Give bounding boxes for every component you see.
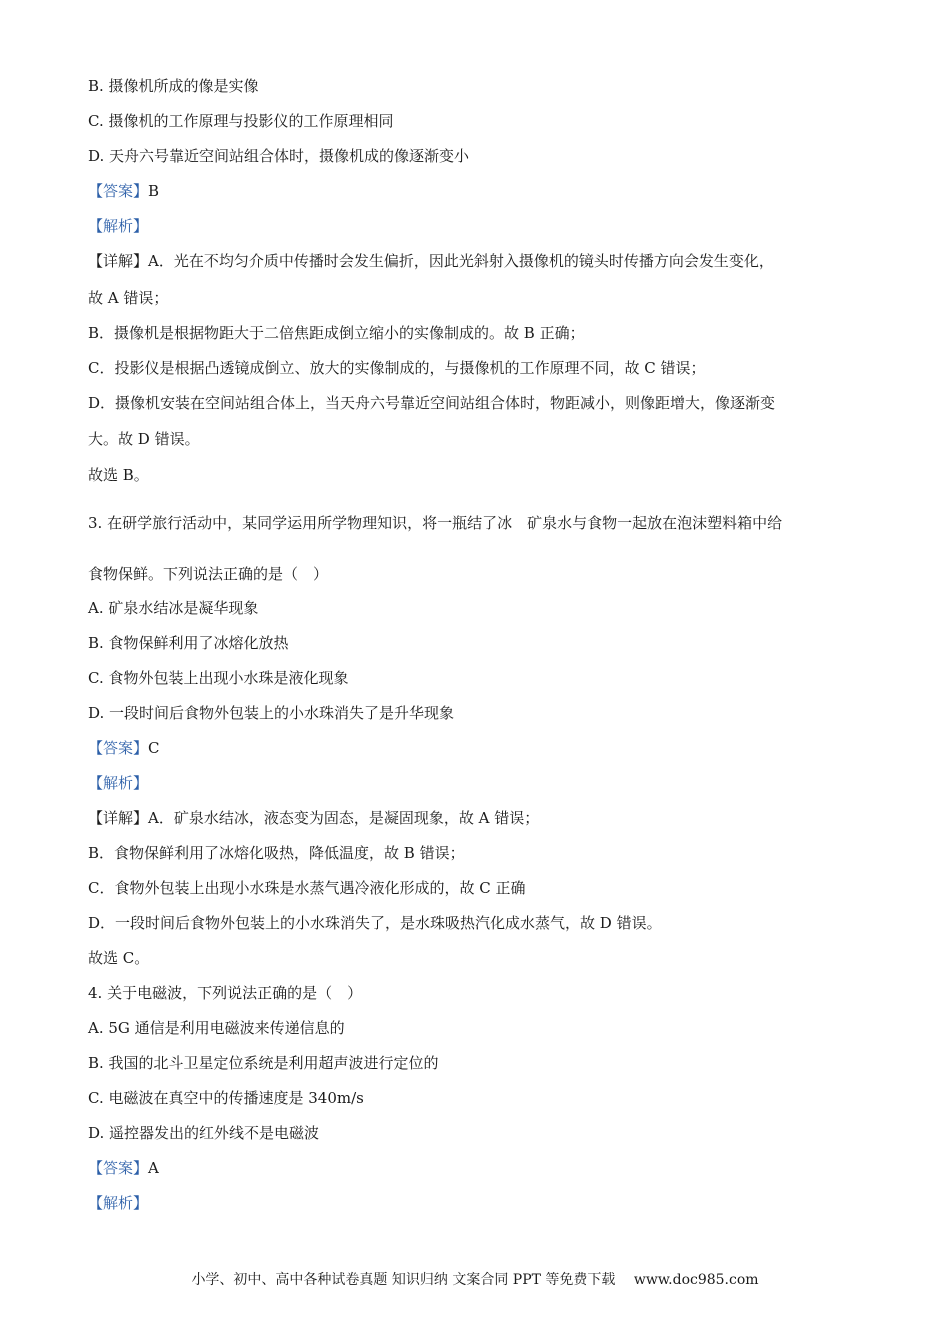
option-text: C. 食物外包装上出现小水珠是液化现象 [88, 669, 349, 687]
detail-text: 大。故 D 错误。 [88, 430, 200, 448]
question-4-stem [88, 983, 362, 1003]
detail-text: D．一段时间后食物外包装上的小水珠消失了，是水珠吸热汽化成水蒸气，故 D 错误。 [88, 914, 662, 932]
option-text: B. 食物保鲜利用了冰熔化放热 [88, 634, 289, 652]
detail-line-q3-c [88, 878, 526, 898]
detail-line-q3-d [88, 913, 662, 933]
detail-label: 【详解】 [88, 252, 149, 270]
option-text: A. 5G 通信是利用电磁波来传递信息的 [88, 1019, 345, 1037]
question-text: 4. 关于电磁波，下列说法正确的是（ ） [88, 984, 363, 1002]
analysis-label: 【解析】 [88, 217, 149, 235]
option-text: C. 摄像机的工作原理与投影仪的工作原理相同 [88, 112, 394, 130]
option-text: B. 摄像机所成的像是实像 [88, 77, 259, 95]
detail-line-q3-b [88, 843, 465, 863]
detail-line-q2-d-cont [88, 429, 200, 449]
option-c-q2 [88, 111, 393, 131]
option-text: C. 电磁波在真空中的传播速度是 340m/s [88, 1089, 364, 1107]
detail-text: A．矿泉水结冰，液态变为固态，是凝固现象，故 A 错误； [148, 809, 540, 827]
detail-text: 故 A 错误； [88, 289, 169, 307]
option-a-q4 [88, 1018, 345, 1038]
option-text: D. 遥控器发出的红外线不是电磁波 [88, 1124, 320, 1142]
question-text: 3. 在研学旅行活动中，某同学运用所学物理知识，将一瓶结了冰 矿泉水与食物一起放在泡沫塑料箱中给 [88, 514, 783, 532]
detail-text: B．摄像机是根据物距大于二倍焦距成倒立缩小的实像制成的。故 B 正确； [88, 324, 585, 342]
option-a-q3 [88, 598, 258, 618]
answer-value: A [148, 1159, 159, 1177]
question-3-stem-cont [88, 564, 328, 584]
answer-line-q4 [88, 1158, 159, 1178]
answer-value: C [148, 739, 160, 757]
conclusion-text: 故选 C。 [88, 949, 150, 967]
answer-label: 【答案】 [88, 182, 149, 200]
answer-line-q2 [88, 181, 159, 201]
analysis-label: 【解析】 [88, 1194, 149, 1212]
conclusion-q3 [88, 948, 149, 968]
analysis-label-q3 [88, 773, 148, 793]
analysis-label-q4 [88, 1193, 148, 1213]
answer-label: 【答案】 [88, 1159, 149, 1177]
conclusion-text: 故选 B。 [88, 466, 149, 484]
option-text: B. 我国的北斗卫星定位系统是利用超声波进行定位的 [88, 1054, 439, 1072]
detail-text: A．光在不均匀介质中传播时会发生偏折，因此光斜射入摄像机的镜头时传播方向会发生变化， [148, 252, 774, 270]
analysis-label-q2 [88, 216, 148, 236]
footer-text: 小学、初中、高中各种试卷真题 知识归纳 文案合同 PPT 等免费下载 www.doc985.com [191, 1272, 759, 1288]
option-d-q2 [88, 146, 469, 166]
detail-line-q2-a-cont [88, 288, 168, 308]
detail-line-q2-c [88, 358, 706, 378]
option-text: A. 矿泉水结冰是凝华现象 [88, 599, 259, 617]
option-d-q3 [88, 703, 454, 723]
answer-label: 【答案】 [88, 739, 149, 757]
option-b-q2 [88, 76, 259, 96]
answer-value: B [148, 182, 160, 200]
option-text: D. 一段时间后食物外包装上的小水珠消失了是升华现象 [88, 704, 455, 722]
question-text: 食物保鲜。下列说法正确的是（ ） [88, 565, 329, 583]
answer-line-q3 [88, 738, 160, 758]
option-c-q3 [88, 668, 348, 688]
detail-text: B．食物保鲜利用了冰熔化吸热，降低温度，故 B 错误； [88, 844, 465, 862]
option-c-q4 [88, 1088, 364, 1108]
option-b-q3 [88, 633, 289, 653]
detail-text: C．投影仪是根据凸透镜成倒立、放大的实像制成的，与摄像机的工作原理不同，故 C 错误； [88, 359, 706, 377]
option-text: D. 天舟六号靠近空间站组合体时，摄像机成的像逐渐变小 [88, 147, 470, 165]
question-3-stem [88, 513, 782, 533]
detail-line-q3-a [88, 808, 539, 828]
conclusion-q2 [88, 465, 149, 485]
detail-line-q2-d [88, 393, 775, 413]
detail-text: C．食物外包装上出现小水珠是水蒸气遇冷液化形成的，故 C 正确 [88, 879, 526, 897]
option-d-q4 [88, 1123, 319, 1143]
detail-label: 【详解】 [88, 809, 149, 827]
detail-text: D．摄像机安装在空间站组合体上，当天舟六号靠近空间站组合体时，物距减小，则像距增大，像逐渐变 [88, 394, 776, 412]
page-footer [0, 1270, 950, 1290]
detail-line-q2-a [88, 251, 774, 271]
detail-line-q2-b [88, 323, 585, 343]
option-b-q4 [88, 1053, 439, 1073]
analysis-label: 【解析】 [88, 774, 149, 792]
